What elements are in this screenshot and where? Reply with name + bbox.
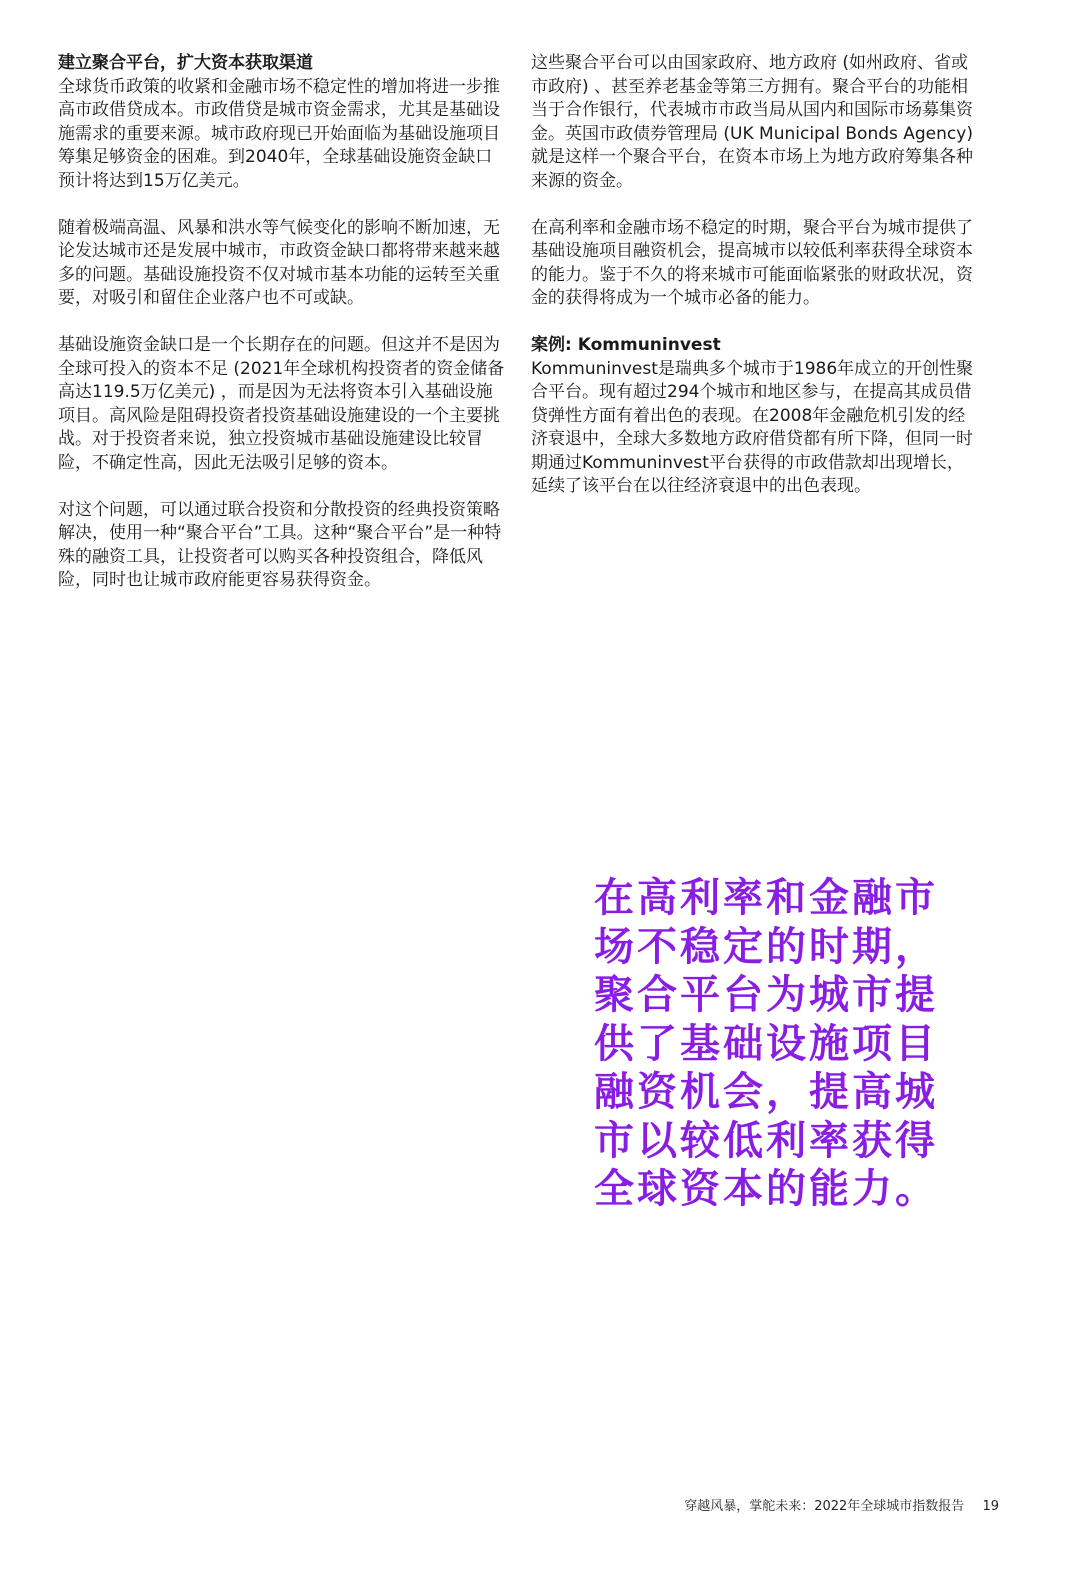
footer-report-title: 穿越风暴，掌舵未来：2022年全球城市指数报告 <box>684 1499 965 1514</box>
paragraph-funding-gap: 基础设施资金缺口是一个长期存在的问题。但这并不是因为全球可投入的资本不足 (2021年全球机构投资者的资金储备高达119.5万亿美元) ，而是因为无法将资本引入基础设施项目。高风险是阻碍投资者投资基础设施建设的一个主要挑战。对于投资者来说，独立投资城市基础设施建设比较冒险，不确定性高，因此无法吸引足够的资本。 <box>58 335 505 473</box>
page-footer <box>684 1495 999 1514</box>
paragraph-platform-owners: 这些聚合平台可以由国家政府、地方政府 (如州政府、省或市政府) 、甚至养老基金等第三方拥有。聚合平台的功能相当于合作银行，代表城市市政当局从国内和国际市场募集资金。英国市政债券管理局 (UK Municipal Bonds Agency) 就是这样一个聚合平台，在资本市场上为地方政府筹集各种来源的资金。 <box>531 53 973 191</box>
right-column <box>531 52 979 522</box>
paragraph-climate-impact: 随着极端高温、风暴和洪水等气候变化的影响不断加速，无论发达城市还是发展中城市，市政资金缺口都将带来越来越多的问题。基础设施投资不仅对城市基本功能的运转至关重要，对吸引和留住企业落户也不可或缺。 <box>58 217 500 308</box>
paragraph-platform-benefits: 在高利率和金融市场不稳定的时期，聚合平台为城市提供了基础设施项目融资机会，提高城市以较低利率获得全球资本的能力。鉴于不久的将来城市可能面临紧张的财政状况，资金的获得将成为一个城市必备的能力。 <box>531 217 973 308</box>
page-number: 19 <box>982 1499 999 1514</box>
section-heading: 建立聚合平台，扩大资本获取渠道 <box>58 53 313 73</box>
case-paragraph: Kommuninvest是瑞典多个城市于1986年成立的开创性聚合平台。现有超过294个城市和地区参与，在提高其成员借贷弹性方面有着出色的表现。在2008年金融危机引发的经济衰退中，全球大多数地方政府借贷都有所下降，但同一时期通过Kommuninvest平台获得的市政借款却出现增长，延续了该平台在以往经济衰退中的出色表现。 <box>531 358 974 496</box>
left-column <box>58 52 506 616</box>
paragraph-funding-costs: 全球货币政策的收紧和金融市场不稳定性的增加将进一步推高市政借贷成本。市政借贷是城市资金需求，尤其是基础设施需求的重要来源。城市政府现已开始面临为基础设施项目筹集足够资金的困难。到2040年，全球基础设施资金缺口预计将达到15万亿美元。 <box>58 76 500 191</box>
case-study <box>531 334 979 499</box>
case-heading: 案例: Kommuninvest <box>531 335 721 355</box>
paragraph-aggregation-platform: 对这个问题，可以通过联合投资和分散投资的经典投资策略解决，使用一种“聚合平台”工具。这种“聚合平台”是一种特殊的融资工具，让投资者可以购买各种投资组合，降低风险，同时也让城市政府能更容易获得资金。 <box>58 499 502 590</box>
pull-quote: 在高利率和金融市场不稳定的时期，聚合平台为城市提供了基础设施项目融资机会，提高城市以较低利率获得全球资本的能力。 <box>594 875 938 1212</box>
